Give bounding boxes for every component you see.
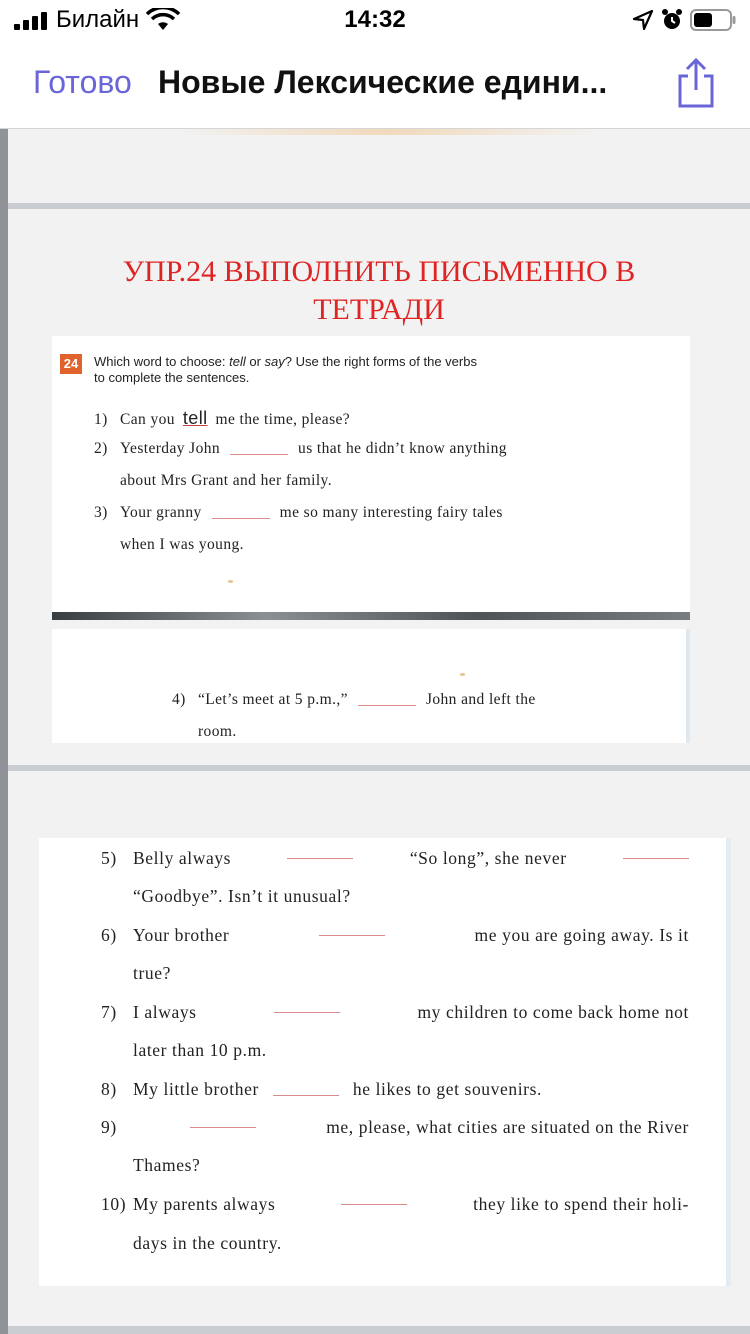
exercise-number-badge: 24 bbox=[60, 354, 82, 374]
scan-divider bbox=[52, 612, 690, 620]
done-button[interactable]: Готово bbox=[33, 64, 132, 100]
carrier-name: Билайн bbox=[56, 6, 140, 33]
answer-blank bbox=[319, 925, 385, 936]
sentence-1: 1) Can you tell me the time, please? bbox=[94, 408, 351, 428]
sentence-5-cont: “Goodbye”. Isn’t it unusual? bbox=[133, 886, 351, 906]
sentence-2-cont: about Mrs Grant and her family. bbox=[120, 472, 332, 489]
sentence-2: 2) Yesterday John us that he didn’t know anything bbox=[94, 440, 507, 457]
sentence-8: 8) My little brother he likes to get souvenirs. bbox=[101, 1079, 542, 1099]
document-title: Новые Лексические едини... bbox=[158, 64, 608, 100]
slide-heading: УПР.24 ВЫПОЛНИТЬ ПИСЬМЕННО В ТЕТРАДИ bbox=[122, 255, 636, 326]
sentence-3: 3) Your granny me so many interesting fairy tales bbox=[94, 504, 503, 521]
sentence-10-cont: days in the country. bbox=[133, 1233, 282, 1253]
location-arrow-icon bbox=[632, 9, 654, 31]
navigation-bar bbox=[0, 42, 750, 129]
answer-blank bbox=[190, 1117, 256, 1128]
battery-icon bbox=[690, 9, 736, 31]
sentence-6: 6) Your brother me you are going away. Is it bbox=[101, 925, 689, 945]
sentence-4: 4) “Let’s meet at 5 p.m.,” John and left the bbox=[172, 691, 536, 708]
textbook-scan-bottom bbox=[39, 838, 731, 1286]
slide-exercise-24-continued bbox=[8, 771, 750, 1326]
answer-blank bbox=[273, 1085, 339, 1096]
sentence-4-cont: room. bbox=[198, 723, 237, 740]
answer-blank bbox=[212, 508, 270, 519]
clock-time: 14:32 bbox=[344, 6, 406, 33]
answer-blank bbox=[341, 1194, 407, 1205]
answer-blank bbox=[287, 848, 353, 859]
textbook-scan-top bbox=[52, 336, 690, 620]
sentence-7-cont: later than 10 p.m. bbox=[133, 1040, 267, 1060]
sentence-9-cont: Thames? bbox=[133, 1155, 201, 1175]
sentence-10: 10) My parents always they like to spend their holi- bbox=[101, 1194, 689, 1214]
answer-blank bbox=[623, 848, 689, 859]
sentence-3-cont: when I was young. bbox=[120, 536, 244, 553]
sentence-5: 5) Belly always “So long”, she never bbox=[101, 848, 689, 869]
sentence-9: 9) me, please, what cities are situated on the River bbox=[101, 1117, 689, 1137]
answer-blank bbox=[274, 1002, 340, 1013]
exercise-instruction: Which word to choose: tell or say? Use the right forms of the verbs to complete the sentences. bbox=[94, 354, 477, 385]
page-gutter bbox=[0, 129, 8, 1334]
status-bar bbox=[0, 0, 750, 42]
share-icon[interactable] bbox=[674, 56, 718, 110]
textbook-scan-middle bbox=[52, 629, 690, 743]
handwritten-answer: tell bbox=[182, 408, 208, 428]
answer-blank bbox=[358, 695, 416, 706]
answer-blank bbox=[230, 444, 288, 455]
previous-slide bbox=[8, 129, 750, 203]
slide-exercise-24 bbox=[8, 209, 750, 765]
alarm-clock-icon bbox=[660, 8, 684, 32]
sentence-7: 7) I always my children to come back home not bbox=[101, 1002, 689, 1022]
sentence-6-cont: true? bbox=[133, 963, 171, 983]
